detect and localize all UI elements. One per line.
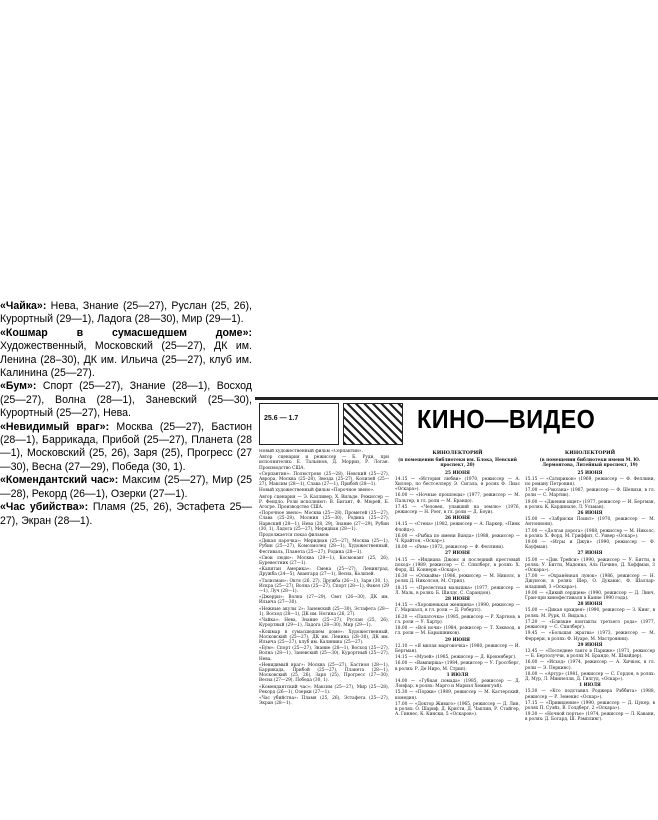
listing-paragraph: 18.00 — «Рим» (1972, режиссер — Ф. Феллини). (395, 545, 505, 551)
listing-paragraph: 17.45 — «Человек, упавший на землю» (1976, режиссер — Н. Роег, в гл. роли — Д. Боуи). (395, 504, 520, 516)
column-header: КИНОЛЕКТОРИЙ (432, 450, 483, 456)
listing-paragraph: «Час убийства»: Пламя (25, 26), Эстафета (25—27), Экран (28—1). (259, 695, 389, 707)
zoomed-listing-excerpt (0, 300, 252, 530)
listing-paragraph: 29 ИЮНЯ (445, 637, 470, 643)
listing-paragraph: «Кошмар в сумасшедшем доме»: Художественный, Московский (25—27), ДК им. Ленина (28–30), ДК им. Ильича (25—27), клуб им. Калинина (25—27). (259, 629, 389, 645)
listing-paragraph: 19.00 — «Дженни ищет» (1977, режиссер — И. Бергман, в ролях: К. Кардинале, Л. Ульман). (525, 499, 655, 510)
listing-paragraph: 16.00 — «Ночные прошлецы» (1977, режиссер — М. Пальтер, в гл. роли — М. Брандо). (395, 493, 520, 504)
listing-paragraph: 16.00 — «Исход» (1974, режиссер — А. Хичкок, в гл. роли — Э. Перкинс). (525, 660, 655, 671)
listing-paragraph: 29 ИЮНЯ (577, 642, 603, 648)
listing-paragraph: 15.30 — «Поржи» (1989, режиссер — М. Кастерский, комедия). (395, 690, 520, 701)
film-strip-illustration (343, 403, 403, 445)
listing-paragraph: 14.00 — «Губная помада» (1985, режиссер — Д. Лонфар, в ролях: Марго и Мариэл Хемингуэй). (395, 678, 520, 690)
listing-paragraph: «Свои люди»: Москва (29—1), Космонавт (25, 26), Буревестник (27—1). (259, 555, 389, 567)
listing-paragraph: «Комендантский час»: Максим (25—27), Мир (25—28), Рекорд (26—1), Озерки (27—1). (259, 684, 389, 695)
listing-paragraph: 1 ИЮЛЯ (579, 683, 601, 689)
listing-paragraph: 14.15 — «История любви» (1970, режиссер — А. Хиллер, по бестселлеру Э. Сигала, в ролях Ф. Лиас «Оскара»). (395, 476, 520, 493)
zoom-line: «Невидимый враг»: Москва (25—27), Бастион (28—1), Баррикада, Прибой (25—27), Планета (28—1), Московский (25, 26), Заря (25), Прогресс (27—30), Весна (27—29), Победа (30, 1). (0, 420, 252, 473)
listing-paragraph: Продолжается показ фильмов: (259, 533, 330, 539)
listing-paragraph: 14.15 — «Хорошенькая женщина» (1990, режиссер — Г. Маршалл, в гл. роли — Д. Робертс). (395, 603, 520, 614)
listing-paragraph: «Дикая парочка»: Меридиан (25—27), Москва (25—1), Рубин (25—27), Комсомолец (28—1), Художественный, Фестиваль, Планета (25—27), Родина (28—1). (259, 539, 389, 555)
listing-paragraph: 26 ИЮНЯ (577, 511, 603, 517)
column-subheader: (в помещении библиотеки имени М. Ю. Лермонтова, Литейный проспект, 19) (539, 458, 641, 469)
listing-paragraph: 15.00 — «Дик Трейси» (1990, режиссер — У. Битти, в ролях: У. Битти, Мадонна, Аль Пачино, Д. Хоффман, 3 «Оскара»). (525, 557, 655, 574)
listing-paragraph: «Серпантин»: Полюстрово (25—28), Невский (25—27), Аврора, Москва (25–28), Звезда (25–27), Колизей (25—27), Максим (28—1), Слава (27—1), Прибой (28—1). (259, 471, 389, 488)
listing-paragraph: «Нежные акулы 2»: Заневский (25—30), Эстафета (28—1), Восход (28—1), ДК им. Ногина (26, 27). (259, 606, 389, 617)
listing-paragraph: 16.20 — «Папаточка» (1985, режиссер — Р. Хартнов, в гл. роли — У. Хартр). (395, 614, 520, 625)
listing-paragraph: Новый художественный фильм «Серпантин». (259, 449, 363, 454)
column-films (259, 449, 389, 819)
listing-paragraph: 12.10 — «Я милая маргоночка» (1980, режиссер — И. Бергман). (395, 643, 520, 654)
zoom-line: «Комендантский час»: Максим (25—27), Мир (25—28), Рекорд (26—1), Озерки (27—1). (0, 474, 252, 500)
zoom-line: «Бум»: Спорт (25—27), Знание (28—1), Восход (25—27), Волна (28—1), Заневский (25—30), Курортный (25—27), Нева. (0, 380, 252, 420)
listing-paragraph: 17.20 — «Близкие контакты третьего рода» (1977, режиссер — С. Спилберг). (525, 619, 655, 631)
top-rule (255, 397, 658, 400)
listing-paragraph: «Невидимый враг»: Москва (25—27), Бастион (28—1), Баррикада, Прибой (25—27), Планета (28—1), Московский (25, 26), Заря (25), Прогресс (27—30), Весна (27—29), Победа (30, 1). (259, 662, 389, 684)
listing-paragraph: 19.45 — «Большая жратва» (1973, режиссер — М. Феррери, в ролях: Ф. Нуаре, М. Мастроянни). (525, 631, 655, 642)
newspaper-page (255, 387, 658, 820)
listing-paragraph: 16.30 — «Осквайм» (1986, режиссер — М. Николс, в ролях Д. Николсон, М. Стрип). (395, 574, 520, 585)
listing-paragraph: «Капитан Америка»: Смена (25—27), Ленинград, Дружба (24—5), Авангард (27—1), Весна, Колизей. (259, 567, 389, 578)
listing-paragraph: 28 ИЮНЯ (445, 597, 470, 603)
listing-paragraph: 16.00 — «Вампирша» (1984, режиссер — У. Гроссберг, в ролях: Р. Де Ниро, М. Стрип). (395, 661, 520, 672)
listing-paragraph: Новый художественный фильм «Порочное звено». (259, 488, 375, 494)
listing-paragraph: 18.00 — «Всё ночи» (1984, режиссер — Т. Хэквоод, в гл. роли — М. Барышников). (395, 626, 520, 637)
zoom-line: «Час убийства»: Пламя (25, 26), Эстафета 25—27), Экран (28—1). (0, 501, 252, 527)
listing-paragraph: 17.00 — «Охранённая лунок» (1986, режиссер — Н. Джуисон, в ролях: Шер, О. Дукакис, Ф. Шаллар-младший, 3 «Оскара»). (525, 574, 655, 590)
listing-paragraph: 15.00 — «Дикая орхидея» (1990, режиссер — З. Кинг, в ролях: М. Рурк, О. Видаль). (525, 608, 655, 619)
listing-paragraph: 19.00 — «Игры и Джуи» (1990, режиссер — Ф. Кауфман). (525, 540, 655, 551)
listing-paragraph: 25 ИЮНЯ (445, 470, 470, 476)
masthead-title: КИНО—ВИДЕО (417, 404, 596, 434)
zoom-line: «Чайка»: Нева, Знание (25—27), Руслан (25, 26), Курортный (29—1), Ладога (28—30), Мир (29—1). (0, 300, 252, 326)
column-kinolektoriy-blok (395, 449, 520, 819)
listing-paragraph: Автор сценария — Э. Калливер, Х. Вильде. Режиссер — Р. Фендло. Роли исполняют: В. Бигант, Ф. Мюрей, Б. Агогре. Производство США. (259, 494, 389, 511)
listing-paragraph: 15.15 — «Сатирикон» (1969, режиссер — Ф. Феллини, по роману Петрония). (525, 476, 655, 488)
listing-paragraph: 19.00 — «Дикий сердцем» (1990, режиссер — Д. Линч, Гран-при кинофестиваля в Канне 1990 года). (525, 590, 655, 602)
date-range: 25.6 — 1.7 (264, 415, 299, 422)
zoom-line: «Кошмар в сумасшедшем доме»: Художественный, Московский (25—27), ДК им. Ленина (28–30), ДК им. Ильича (25—27), клуб им. Калинина (25—27). (0, 326, 252, 380)
listing-paragraph: 17.00 — «Роксана» (1987, режиссер — Ф. Шепизи, в гл. роли — С. Мартин). (525, 488, 655, 499)
listing-paragraph: 16.00 — «Рыбка по имени Ванда» (1988, режиссер — Ч. Крайтон, «Оскар»). (395, 533, 520, 545)
listing-paragraph: «Талисман»: Октя (26, 27), Дружба (26—1), Заря (30, 1), Искра (25—27), Волна (25—27), Спорт (28—1), Факел (29—1), Луч (28—1). (259, 578, 389, 595)
listing-paragraph: 15.30 — «Кто подставил Роджера Рэббита» (1988, режиссер — Р. Земекис «Оскар»). (525, 689, 655, 700)
listing-paragraph: «Джерри»: Волна (27—29), Свет (26—30), ДК им. Ильича (27—30). (259, 595, 389, 606)
listing-paragraph: 25 ИЮНЯ (577, 470, 603, 476)
date-box (259, 403, 339, 445)
listing-paragraph: 1 ИЮЛЯ (446, 672, 469, 678)
listing-paragraph: 17.00 — «Доктор Живаго» (1965, режиссер — Д. Лин, в ролях: О. Шариф, Д. Кристи, Д. Чаплин, Р. Стайгер, А. Гиннес, К. Кински, 5 «Оскаров»). (395, 701, 520, 718)
listing-paragraph: 18.00 — «Артур» (1981, режиссер — С. Гордон, в ролях: Д. Мур, Л. Миннелли, Д. Гилгуд, «Оскар»). (525, 671, 655, 682)
listing-paragraph: 26 ИЮНЯ (445, 516, 470, 522)
listing-paragraph: 14.15 — «Индиана Джонс и последний крестовый поход» (1989, режиссер — С. Спилберг, в ролях: Х. Форд, Ш. Коннери «Оскар»). (395, 557, 520, 574)
listing-paragraph: 17.00 — «Долгая дорога» (1988, режиссер — М. Николс, в ролях: Х. Форд, М. Гриффит, С. Уивер «Оскар»). (525, 528, 655, 539)
listing-paragraph: 28 ИЮНЯ (577, 602, 603, 608)
listing-paragraph: 18.15 — «Прелестная малышка» (1977, режиссер — Л. Маль, в ролях: Б. Шилдс, С. Сарандон). (395, 585, 520, 596)
listing-paragraph: 19.30 — «Ночной портье» (1974, режиссер — Л. Кавани, в ролях: Д. Богард, Ш. Рэмплинг). (525, 712, 655, 723)
listing-paragraph: Автор сценария и режиссер — Б. Руди, при исполнителях: Е. Тальянов, Д. Морриз, Р. Логан. Производство США. (259, 455, 389, 471)
column-header: КИНОЛЕКТОРИЙ (564, 450, 616, 456)
listing-paragraph: 27 ИЮНЯ (577, 551, 603, 557)
listing-paragraph: 13.45 — «Последнее танго в Париже» (1971, режиссер — Б. Бертолуччи, в ролях М. Брандо, М. Шнайдер). (525, 648, 655, 660)
listing-paragraph: «Бум»: Спорт (25—27), Знание (28—1), Восход (25—27), Волна (28—1), Заневский (25—30), Курортный (25—27), Нева. (259, 646, 389, 662)
listing-paragraph: «Чайка»: Нева, Знание (25—27), Руслан (25, 26), Курортный (29—1), Ладога (28—30), Мир (29—1). (259, 618, 389, 629)
column-subheader: (в помещении библиотеки им. Блока, Невский проспект, 20) (398, 458, 517, 469)
listing-paragraph: 15.00 — «Забриски Поинт» (1970, режиссер — М. Антониони). (525, 517, 655, 528)
listing-paragraph: 14.15 — «Музей» (1985, режиссер — Д. Крокенберг). (395, 655, 517, 661)
listing-paragraph: 17.15 — «Привидение» (1990, режиссер — Д. Цукер, в ролях П. Суэйз, В. Голдберг, 2 «Оскара»). (525, 700, 655, 711)
listing-paragraph: 14.15 — «Стена» (1982, режиссер — А. Паркер, «Пинк Флойд»). (395, 522, 520, 533)
listing-paragraph: 27 ИЮНЯ (445, 551, 470, 557)
listing-paragraph: «Порочное звено»: Москва (25—28), Прометей (25—27), Слава (25–28), Молния (25—30), Родина (25—27), Нарвский (28—1), Нева (28, 29), Знание (27—29), Рубин (30, 1), Ладога (25—27), Меридиан (28—1). (259, 511, 389, 532)
column-kinolektoriy-lermontov (525, 449, 655, 819)
